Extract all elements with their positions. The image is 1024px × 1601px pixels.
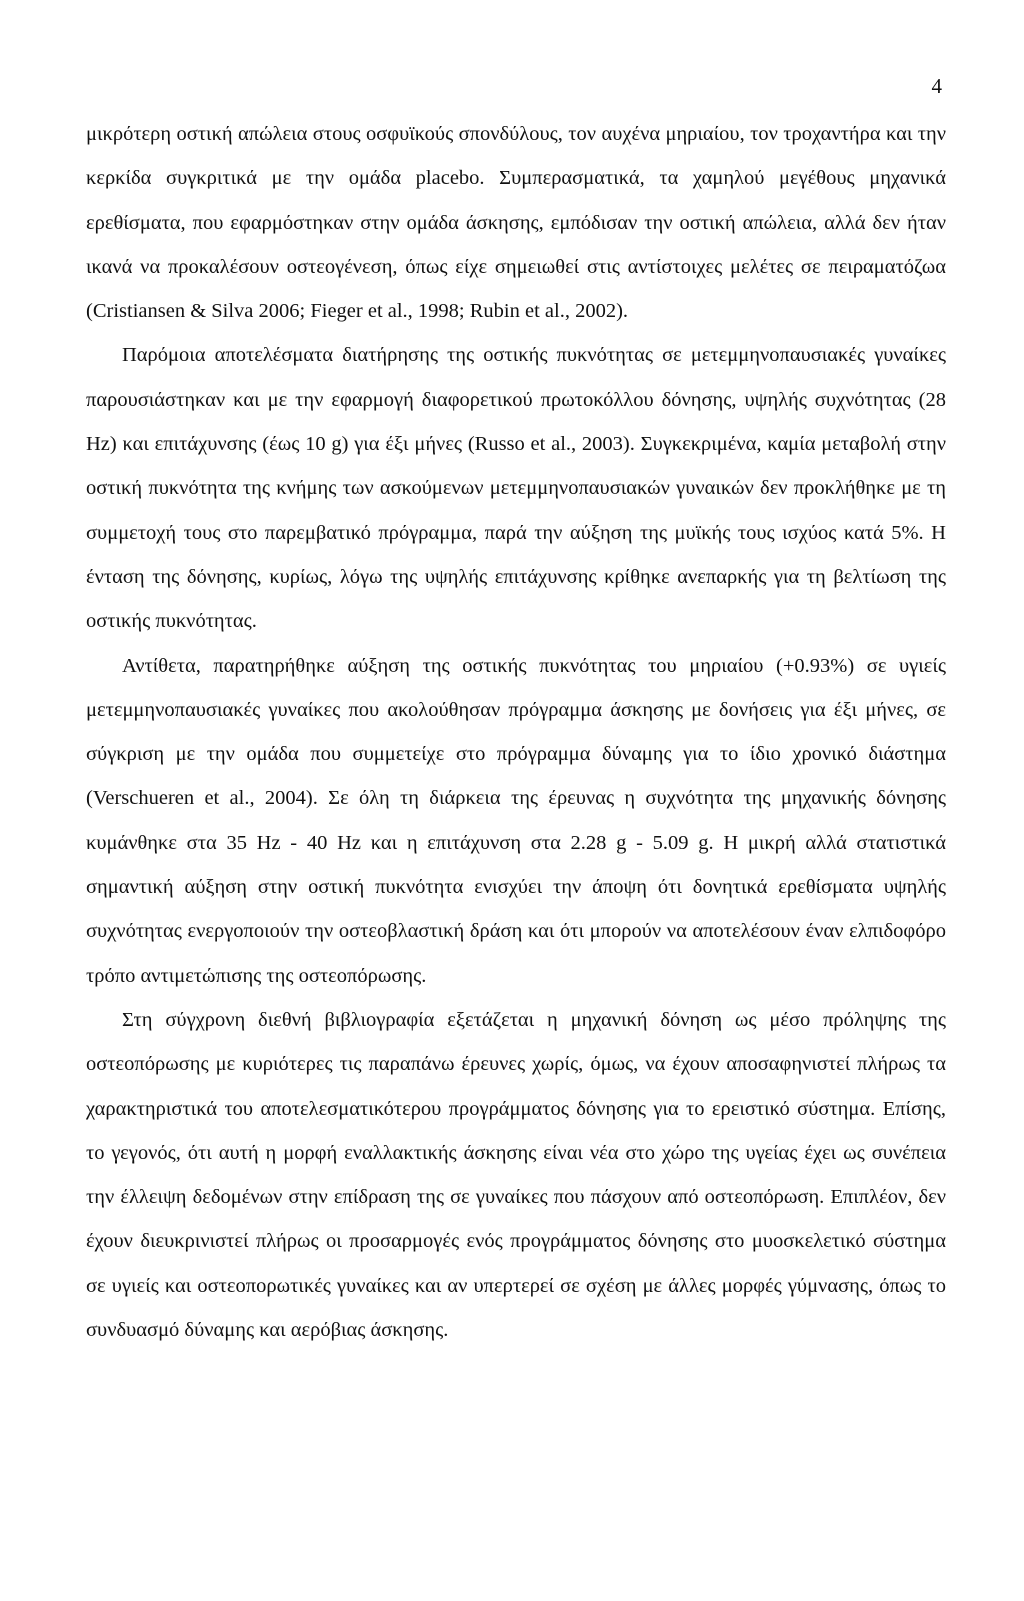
paragraph-4: Στη σύγχρονη διεθνή βιβλιογραφία εξετάζεται η μηχανική δόνηση ως μέσο πρόληψης της οστεοπόρωσης με κυριότερες τις παραπάνω έρευνες χωρίς, όμως, να έχουν αποσαφηνιστεί πλήρως τα χαρακτηριστικά του αποτελεσματικότερου προγράμματος δόνησης για το ερειστικό σύστημα. Επίσης, το γεγονός, ότι αυτή η μορφή εναλλακτικής άσκησης είναι νέα στο χώρο της υγείας έχει ως συνέπεια την έλλειψη δεδομένων στην επίδραση της σε γυναίκες που πάσχουν από οστεοπόρωση. Επιπλέον, δεν έχουν διευκρινιστεί πλήρως οι προσαρμογές ενός προγράμματος δόνησης στο μυοσκελετικό σύστημα σε υγιείς και οστεοπορωτικές γυναίκες και αν υπερτερεί σε σχέση με άλλες μορφές γύμνασης, όπως το συνδυασμό δύναμης και αερόβιας άσκησης. [86, 1008, 946, 1342]
paragraph-3: Αντίθετα, παρατηρήθηκε αύξηση της οστικής πυκνότητας του μηριαίου (+0.93%) σε υγιείς μετεμμηνοπαυσιακές γυναίκες που ακολούθησαν πρόγραμμα άσκησης με δονήσεις για έξι μήνες, σε σύγκριση με την ομάδα που συμμετείχε στο πρόγραμμα δύναμης για το ίδιο χρονικό διάστημα (Verschueren et al., 2004). Σε όλη τη διάρκεια της έρευνας η συχνότητα της μηχανικής δόνησης κυμάνθηκε στα 35 Hz - 40 Hz και η επιτάχυνση στα 2.28 g - 5.09 g. Η μικρή αλλά στατιστικά σημαντική αύξηση στην οστική πυκνότητα ενισχύει την άποψη ότι δονητικά ερεθίσματα υψηλής συχνότητας ενεργοποιούν την οστεοβλαστική δράση και ότι μπορούν να αποτελέσουν έναν ελπιδοφόρο τρόπο αντιμετώπισης της οστεοπόρωσης. [86, 654, 946, 987]
body-text [86, 112, 946, 1352]
paragraph-2: Παρόμοια αποτελέσματα διατήρησης της οστικής πυκνότητας σε μετεμμηνοπαυσιακές γυναίκες παρουσιάστηκαν και με την εφαρμογή διαφορετικού πρωτοκόλλου δόνησης, υψηλής συχνότητας (28 Hz) και επιτάχυνσης (έως 10 g) για έξι μήνες (Russo et al., 2003). Συγκεκριμένα, καμία μεταβολή στην οστική πυκνότητα της κνήμης των ασκούμενων μετεμμηνοπαυσιακών γυναικών δεν προκλήθηκε με τη συμμετοχή τους στο παρεμβατικό πρόγραμμα, παρά την αύξηση της μυϊκής τους ισχύος κατά 5%. Η ένταση της δόνησης, κυρίως, λόγω της υψηλής επιτάχυνσης κρίθηκε ανεπαρκής για τη βελτίωση της οστικής πυκνότητας. [86, 344, 946, 633]
paragraph-1: μικρότερη οστική απώλεια στους οσφυϊκούς σπονδύλους, τον αυχένα μηριαίου, τον τροχαντήρα και την κερκίδα συγκριτικά με την ομάδα placebo. Συμπερασματικά, τα χαμηλού μεγέθους μηχανικά ερεθίσματα, που εφαρμόστηκαν στην ομάδα άσκησης, εμπόδισαν την οστική απώλεια, αλλά δεν ήταν ικανά να προκαλέσουν οστεογένεση, όπως είχε σημειωθεί στις αντίστοιχες μελέτες σε πειραματόζωα (Cristiansen & Silva 2006; Fieger et al., 1998; Rubin et al., 2002). [86, 123, 946, 323]
page-number: 4 [931, 74, 942, 98]
